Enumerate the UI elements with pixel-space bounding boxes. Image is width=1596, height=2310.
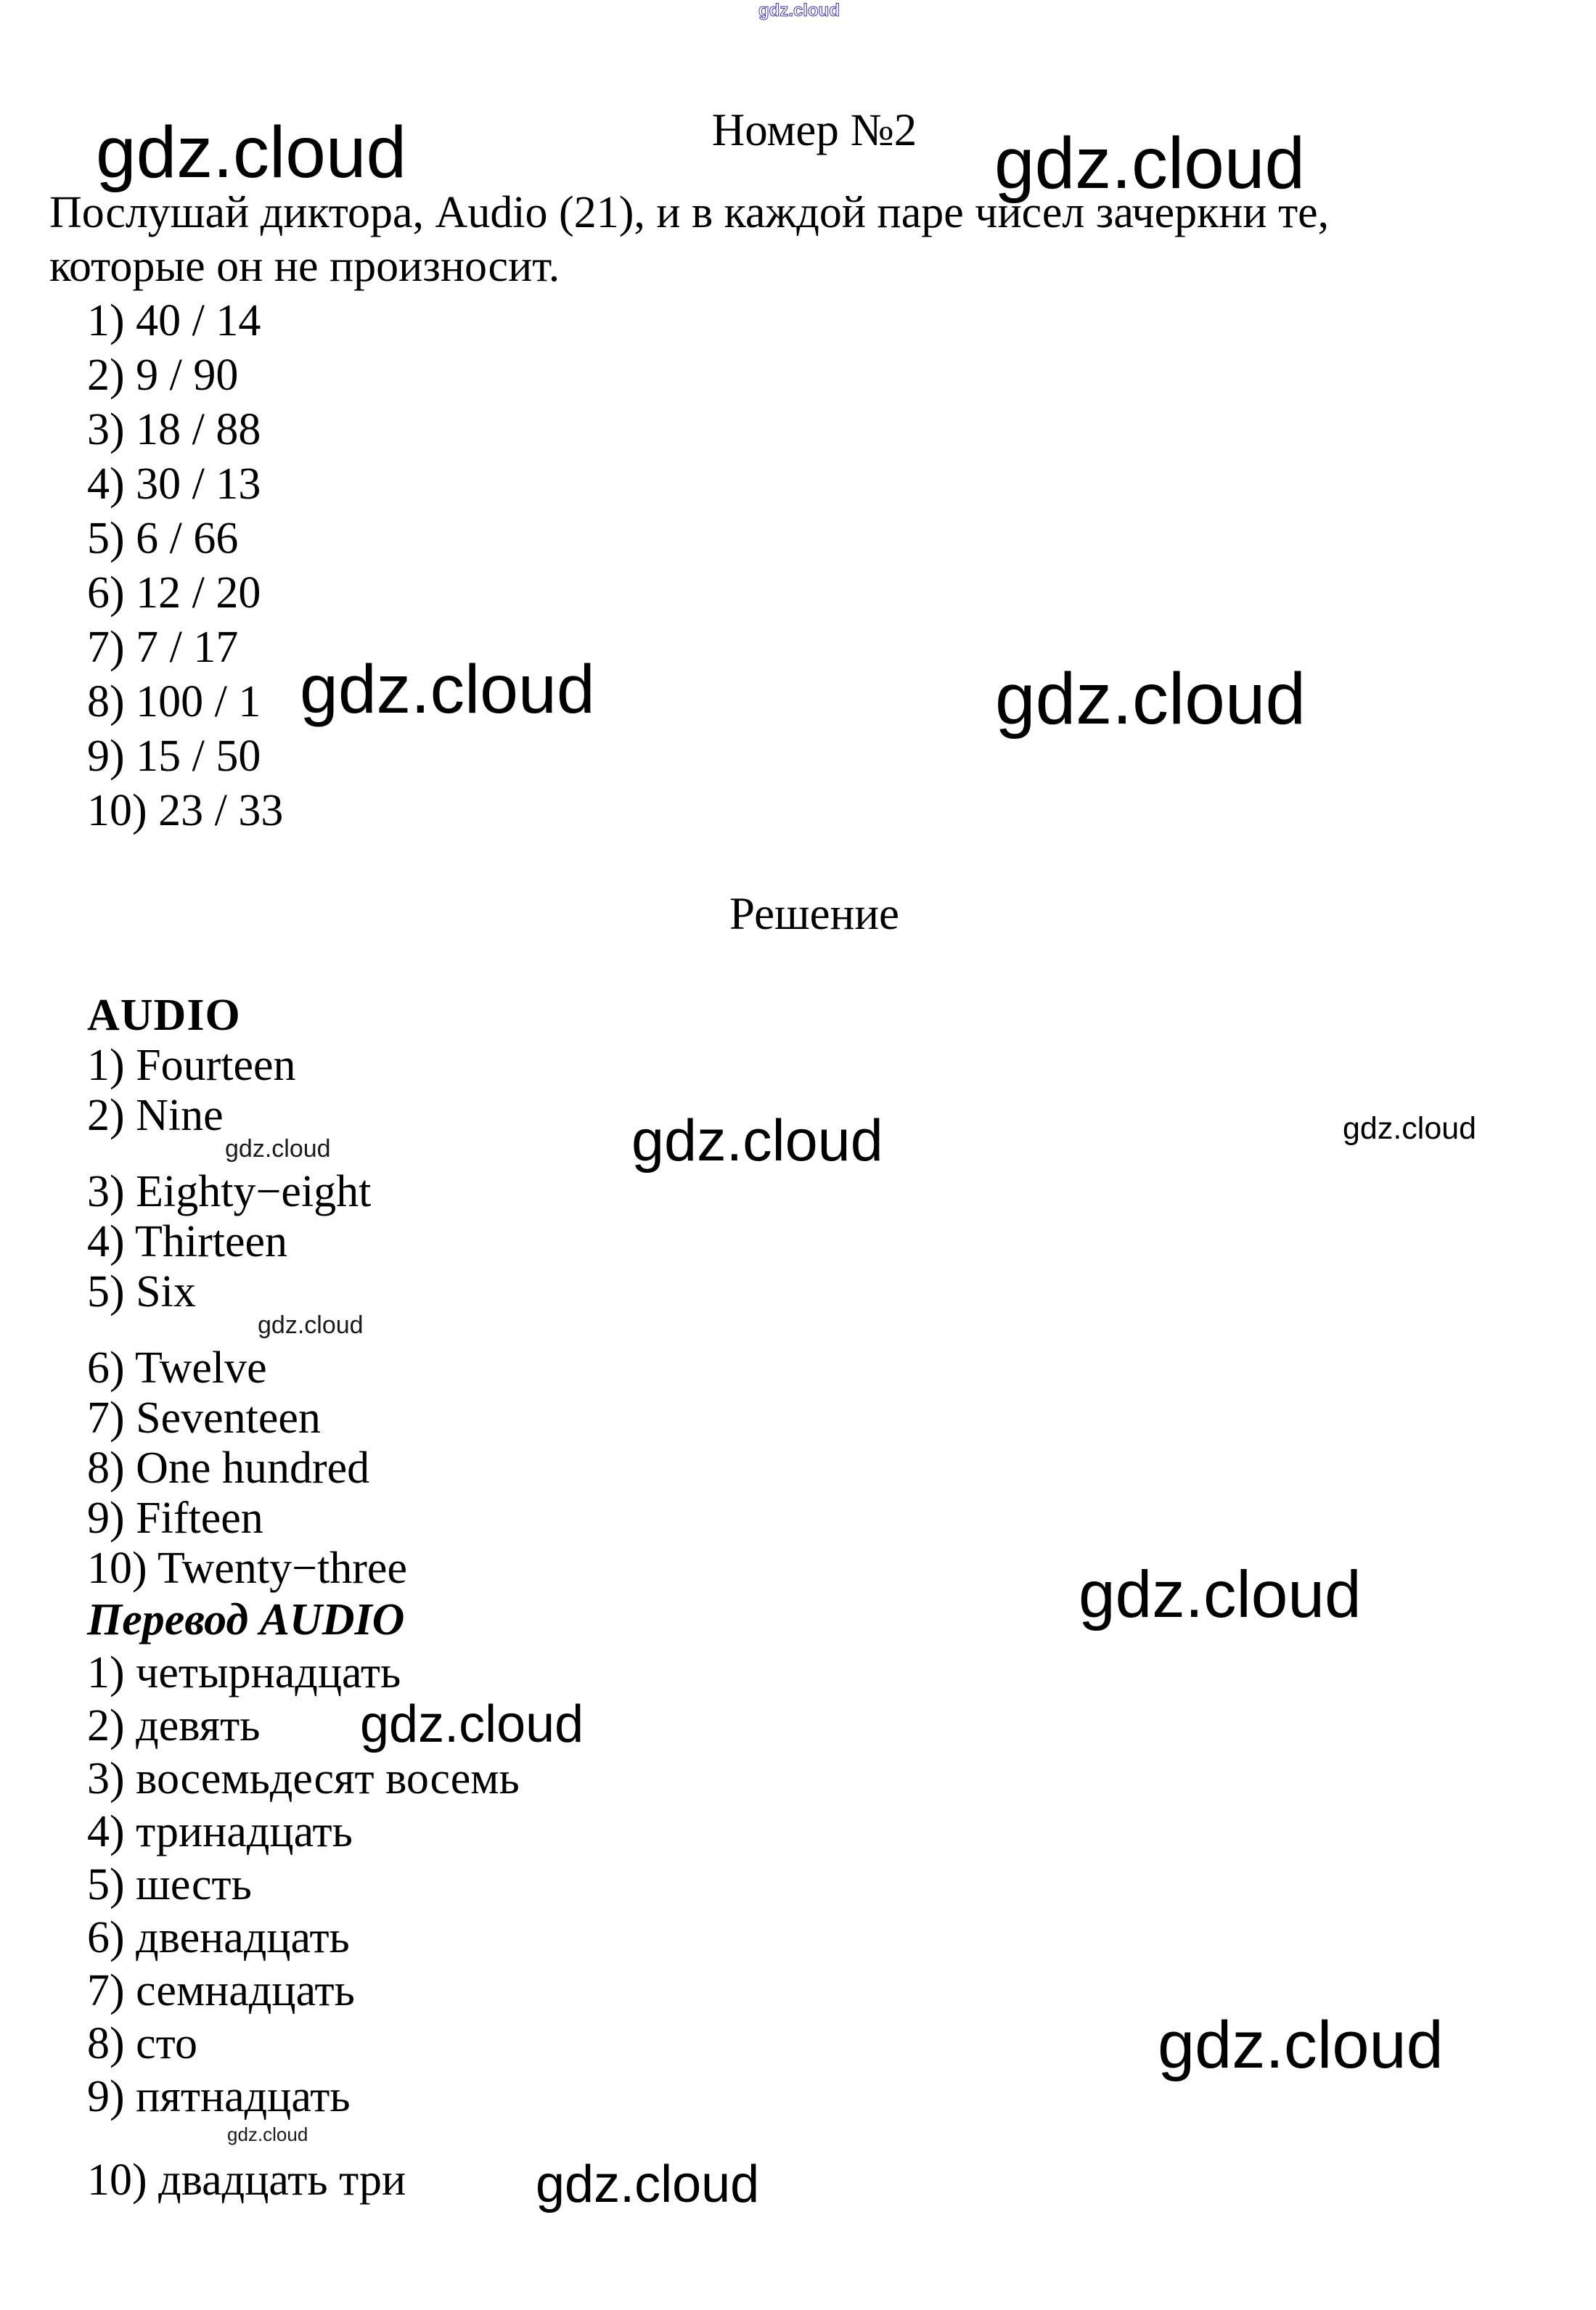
- list-item: 6) двенадцать: [87, 1913, 350, 1962]
- watermark-gdz-cloud-top-left: gdz.cloud: [96, 112, 407, 193]
- watermark-gdz-cloud-top-right: gdz.cloud: [994, 123, 1306, 204]
- watermark-gdz-cloud-above-last-item: gdz.cloud: [227, 2123, 308, 2145]
- watermark-gdz-cloud-under-nine: gdz.cloud: [225, 1135, 331, 1163]
- list-item: 6) 12 / 20: [87, 568, 261, 618]
- watermark-row: [87, 1135, 520, 1167]
- list-item: 7) 7 / 17: [87, 623, 239, 672]
- list-item: 6) Twelve: [87, 1343, 267, 1393]
- watermark-gdz-cloud-mid-left: gdz.cloud: [300, 651, 595, 728]
- watermark-row: [87, 1311, 520, 1343]
- list-item: 5) 6 / 66: [87, 514, 239, 563]
- list-item: 3) восемьдесят восемь: [87, 1754, 520, 1803]
- list-item: 1) 40 / 14: [87, 296, 261, 345]
- translation-heading: Перевод AUDIO: [87, 1595, 405, 1645]
- list-item: 4) 30 / 13: [87, 459, 261, 509]
- watermark-gdz-cloud-mid-right: gdz.cloud: [995, 658, 1306, 740]
- watermark-row: [87, 2123, 520, 2154]
- list-item: 10) 23 / 33: [87, 786, 284, 835]
- solution-heading: Решение: [729, 888, 900, 939]
- list-item: 9) 15 / 50: [87, 732, 261, 781]
- list-item: 8) One hundred: [87, 1443, 370, 1493]
- task-instruction-line-1: Послушай диктора, Audio (21), и в каждой паре чисел зачеркни те,: [49, 188, 1330, 237]
- list-item: 5) Six: [87, 1267, 196, 1316]
- list-item: 5) шесть: [87, 1860, 252, 1909]
- watermark-gdz-cloud-bottom-right: gdz.cloud: [1158, 2008, 1444, 2082]
- watermark-gdz-cloud-tiny-top: gdz.cloud: [758, 1, 840, 20]
- list-item: 9) пятнадцать: [87, 2072, 351, 2121]
- solution-block: [87, 991, 520, 2207]
- list-item: 2) Nine: [87, 1091, 224, 1140]
- page-title: Номер №2: [711, 105, 917, 155]
- task-instruction-line-2: которые он не произносит.: [49, 242, 560, 291]
- watermark-gdz-cloud-medium-left: gdz.cloud: [360, 1695, 584, 1753]
- list-item: 7) семнадцать: [87, 1966, 355, 2015]
- list-item: 10) двадцать три: [87, 2155, 406, 2205]
- watermark-gdz-cloud-bottom-center: gdz.cloud: [536, 2155, 760, 2213]
- watermark-gdz-cloud-center: gdz.cloud: [631, 1108, 883, 1174]
- list-item: 2) 9 / 90: [87, 351, 239, 400]
- list-item: 10) Twenty−three: [87, 1544, 407, 1593]
- task-instruction: [49, 186, 1329, 293]
- list-item: 9) Fifteen: [87, 1494, 263, 1543]
- list-item: 2) девять: [87, 1701, 261, 1750]
- list-item: 8) сто: [87, 2019, 197, 2068]
- watermark-gdz-cloud-small-right: gdz.cloud: [1343, 1111, 1477, 1146]
- list-item: 8) 100 / 1: [87, 677, 261, 726]
- list-item: 1) Fourteen: [87, 1041, 296, 1090]
- watermark-gdz-cloud-right-perevod: gdz.cloud: [1079, 1558, 1362, 1631]
- audio-heading: AUDIO: [87, 991, 241, 1040]
- number-pairs-list: [87, 294, 283, 838]
- list-item: 4) Thirteen: [87, 1217, 288, 1266]
- watermark-gdz-cloud-under-six: gdz.cloud: [258, 1311, 364, 1339]
- list-item: 3) 18 / 88: [87, 405, 261, 454]
- list-item: 4) тринадцать: [87, 1807, 353, 1856]
- list-item: 1) четырнадцать: [87, 1648, 401, 1697]
- list-item: 3) Eighty−eight: [87, 1167, 372, 1216]
- list-item: 7) Seventeen: [87, 1393, 321, 1443]
